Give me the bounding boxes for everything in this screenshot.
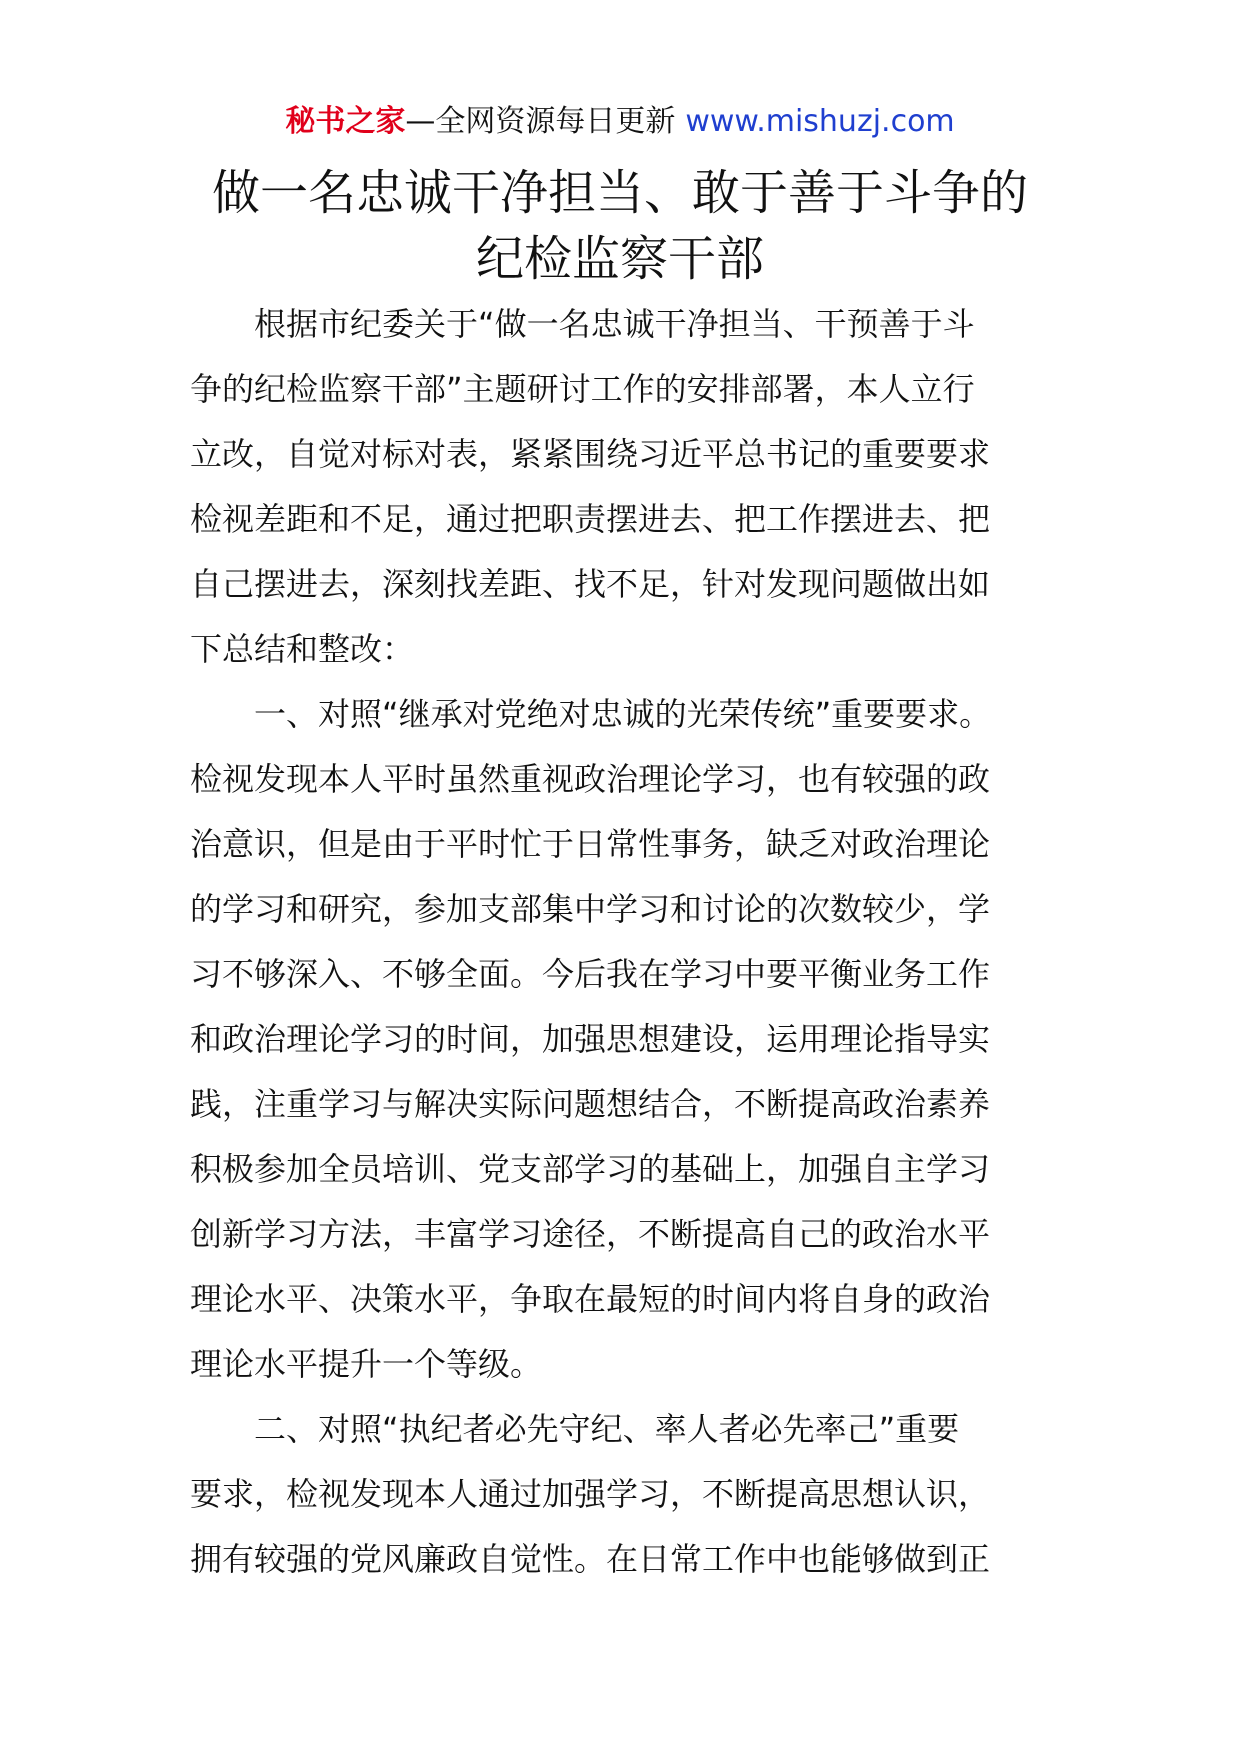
title-line: 纪检监察干部	[475, 231, 764, 287]
text-line: 的学习和研究，参加支部集中学习和讨论的次数较少，学	[190, 890, 991, 928]
paragraph-intro	[190, 292, 1050, 682]
text-line: 检视差距和不足，通过把职责摆进去、把工作摆进去、把	[190, 500, 991, 538]
text-line: 二、对照“执纪者必先守纪、率人者必先率己”重要	[254, 1410, 960, 1448]
text-line: 下总结和整改：	[190, 630, 415, 668]
site-slogan: —全网资源每日更新	[405, 104, 676, 139]
text-line: 理论水平、决策水平，争取在最短的时间内将自身的政治	[190, 1280, 991, 1318]
title-line: 做一名忠诚干净担当、敢于善于斗争的	[211, 165, 1028, 221]
document-title	[0, 160, 1240, 292]
document-body	[190, 292, 1050, 1592]
site-header	[0, 100, 1240, 144]
text-line: 争的纪检监察干部”主题研讨工作的安排部署，本人立行	[190, 370, 975, 408]
text-line: 拥有较强的党风廉政自觉性。在日常工作中也能够做到正	[190, 1540, 991, 1578]
text-line: 理论水平提升一个等级。	[190, 1345, 543, 1383]
site-url-link[interactable]: www.mishuzj.com	[685, 104, 955, 139]
text-line: 治意识，但是由于平时忙于日常性事务，缺乏对政治理论	[190, 825, 991, 863]
text-line: 创新学习方法，丰富学习途径，不断提高自己的政治水平	[190, 1215, 991, 1253]
site-brand: 秘书之家	[285, 104, 406, 139]
paragraph-section-2	[190, 1397, 1050, 1592]
paragraph-section-1	[190, 682, 1050, 1397]
text-line: 积极参加全员培训、党支部学习的基础上，加强自主学习	[190, 1150, 991, 1188]
text-line: 要求，检视发现本人通过加强学习，不断提高思想认识，	[190, 1475, 991, 1513]
text-line: 践，注重学习与解决实际问题想结合，不断提高政治素养	[190, 1085, 991, 1123]
text-line: 根据市纪委关于“做一名忠诚干净担当、干预善于斗	[254, 305, 975, 343]
text-line: 立改，自觉对标对表，紧紧围绕习近平总书记的重要要求	[190, 435, 991, 473]
text-line: 一、对照“继承对党绝对忠诚的光荣传统”重要要求。	[254, 695, 992, 733]
text-line: 和政治理论学习的时间，加强思想建设，运用理论指导实	[190, 1020, 991, 1058]
text-line: 检视发现本人平时虽然重视政治理论学习，也有较强的政	[190, 760, 991, 798]
text-line: 自己摆进去，深刻找差距、找不足，针对发现问题做出如	[190, 565, 991, 603]
text-line: 习不够深入、不够全面。今后我在学习中要平衡业务工作	[190, 955, 991, 993]
